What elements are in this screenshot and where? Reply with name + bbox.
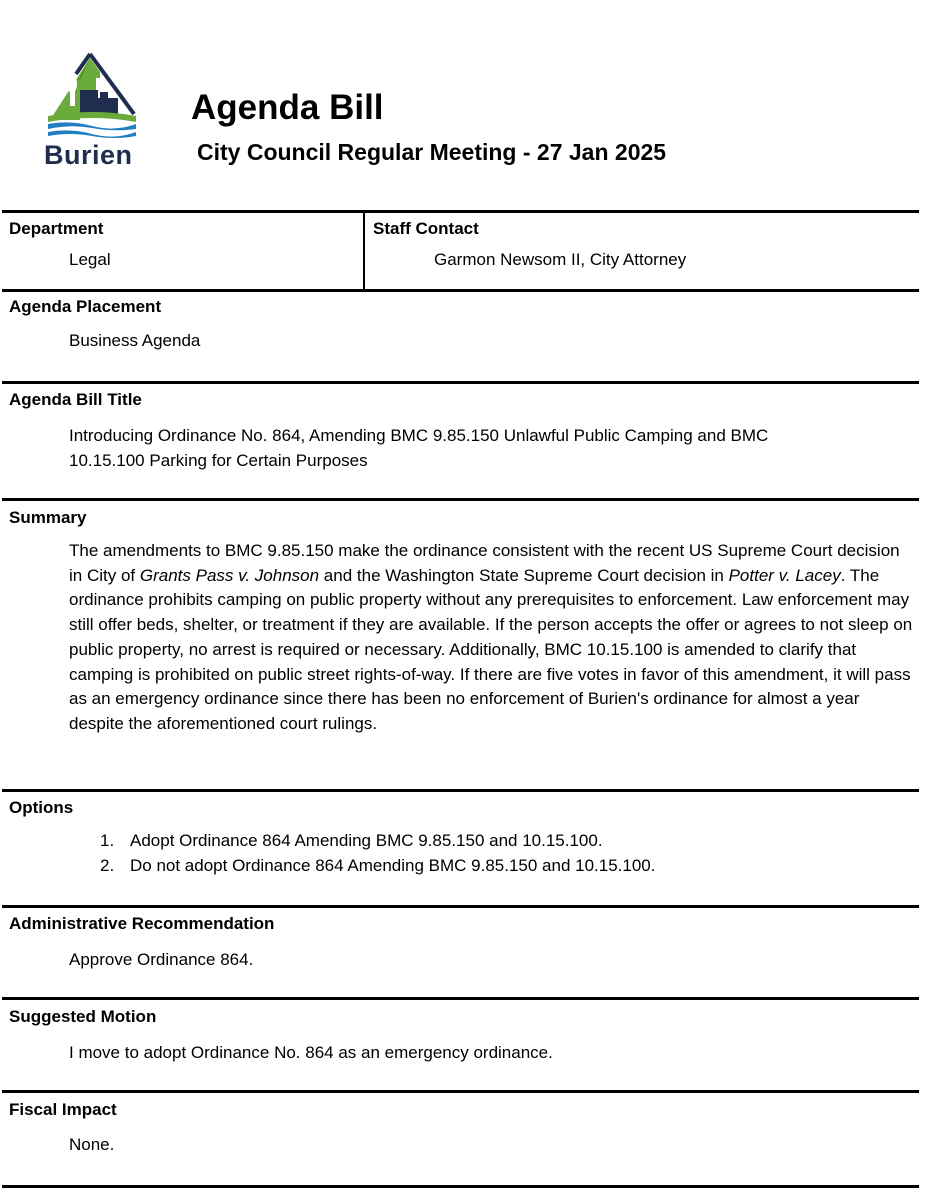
department-value: Legal [69,250,111,269]
department-label: Department [9,219,104,238]
agenda-placement-label: Agenda Placement [9,297,162,316]
column-divider [363,213,365,290]
options-list [100,828,656,878]
section-divider [2,210,919,213]
section-divider [2,1090,919,1093]
motion-label: Suggested Motion [9,1007,157,1026]
staff-contact-value: Garmon Newsom II, City Attorney [434,250,687,269]
meeting-subtitle: City Council Regular Meeting - 27 Jan 2025 [197,139,667,165]
bill-title-label: Agenda Bill Title [9,390,142,409]
fiscal-impact-value: None. [69,1135,115,1154]
section-divider [2,1185,919,1188]
section-divider [2,905,919,908]
option-item: 1. Adopt Ordinance 864 Amending BMC 9.85.150 and 10.15.100. [100,831,603,850]
section-divider [2,289,919,292]
staff-contact-label: Staff Contact [373,219,479,238]
options-label: Options [9,798,74,817]
logo-wordmark: Burien [44,140,133,170]
summary-text: The amendments to BMC 9.85.150 make the ordinance consistent with the recent US Supreme Court decision in City of Grants Pass v. Johnson and the Washington State Supreme Court decision in Potter v. Lacey. The ordinance prohibits camping on public property without any prerequisites to enforcement. Law enforcement may still offer beds, shelter, or treatment if they are available. If the person accepts the offer or agrees to not sleep on public property, no arrest is required or necessary. Additionally, BMC 10.15.100 is amended to clarify that camping is prohibited on public street rights-of-way. If there are five votes in favor of this amendment, it will pass as an emergency ordinance since there has been no enforcement of Burien's ordinance for almost a year despite the aforementioned court rulings. [69,541,913,733]
summary-label: Summary [9,508,87,527]
bill-title-line2: 10.15.100 Parking for Certain Purposes [69,451,368,470]
section-divider [2,997,919,1000]
recommendation-label: Administrative Recommendation [9,914,275,933]
recommendation-value: Approve Ordinance 864. [69,950,254,969]
bill-title-line1: Introducing Ordinance No. 864, Amending BMC 9.85.150 Unlawful Public Camping and BMC [69,426,769,445]
fiscal-impact-label: Fiscal Impact [9,1100,117,1119]
section-divider [2,381,919,384]
option-item: 2. Do not adopt Ordinance 864 Amending BMC 9.85.150 and 10.15.100. [100,856,656,875]
motion-value: I move to adopt Ordinance No. 864 as an emergency ordinance. [69,1043,553,1062]
section-divider [2,498,919,501]
section-divider [2,789,919,792]
agenda-placement-value: Business Agenda [69,331,201,350]
page-title: Agenda Bill [191,88,384,127]
